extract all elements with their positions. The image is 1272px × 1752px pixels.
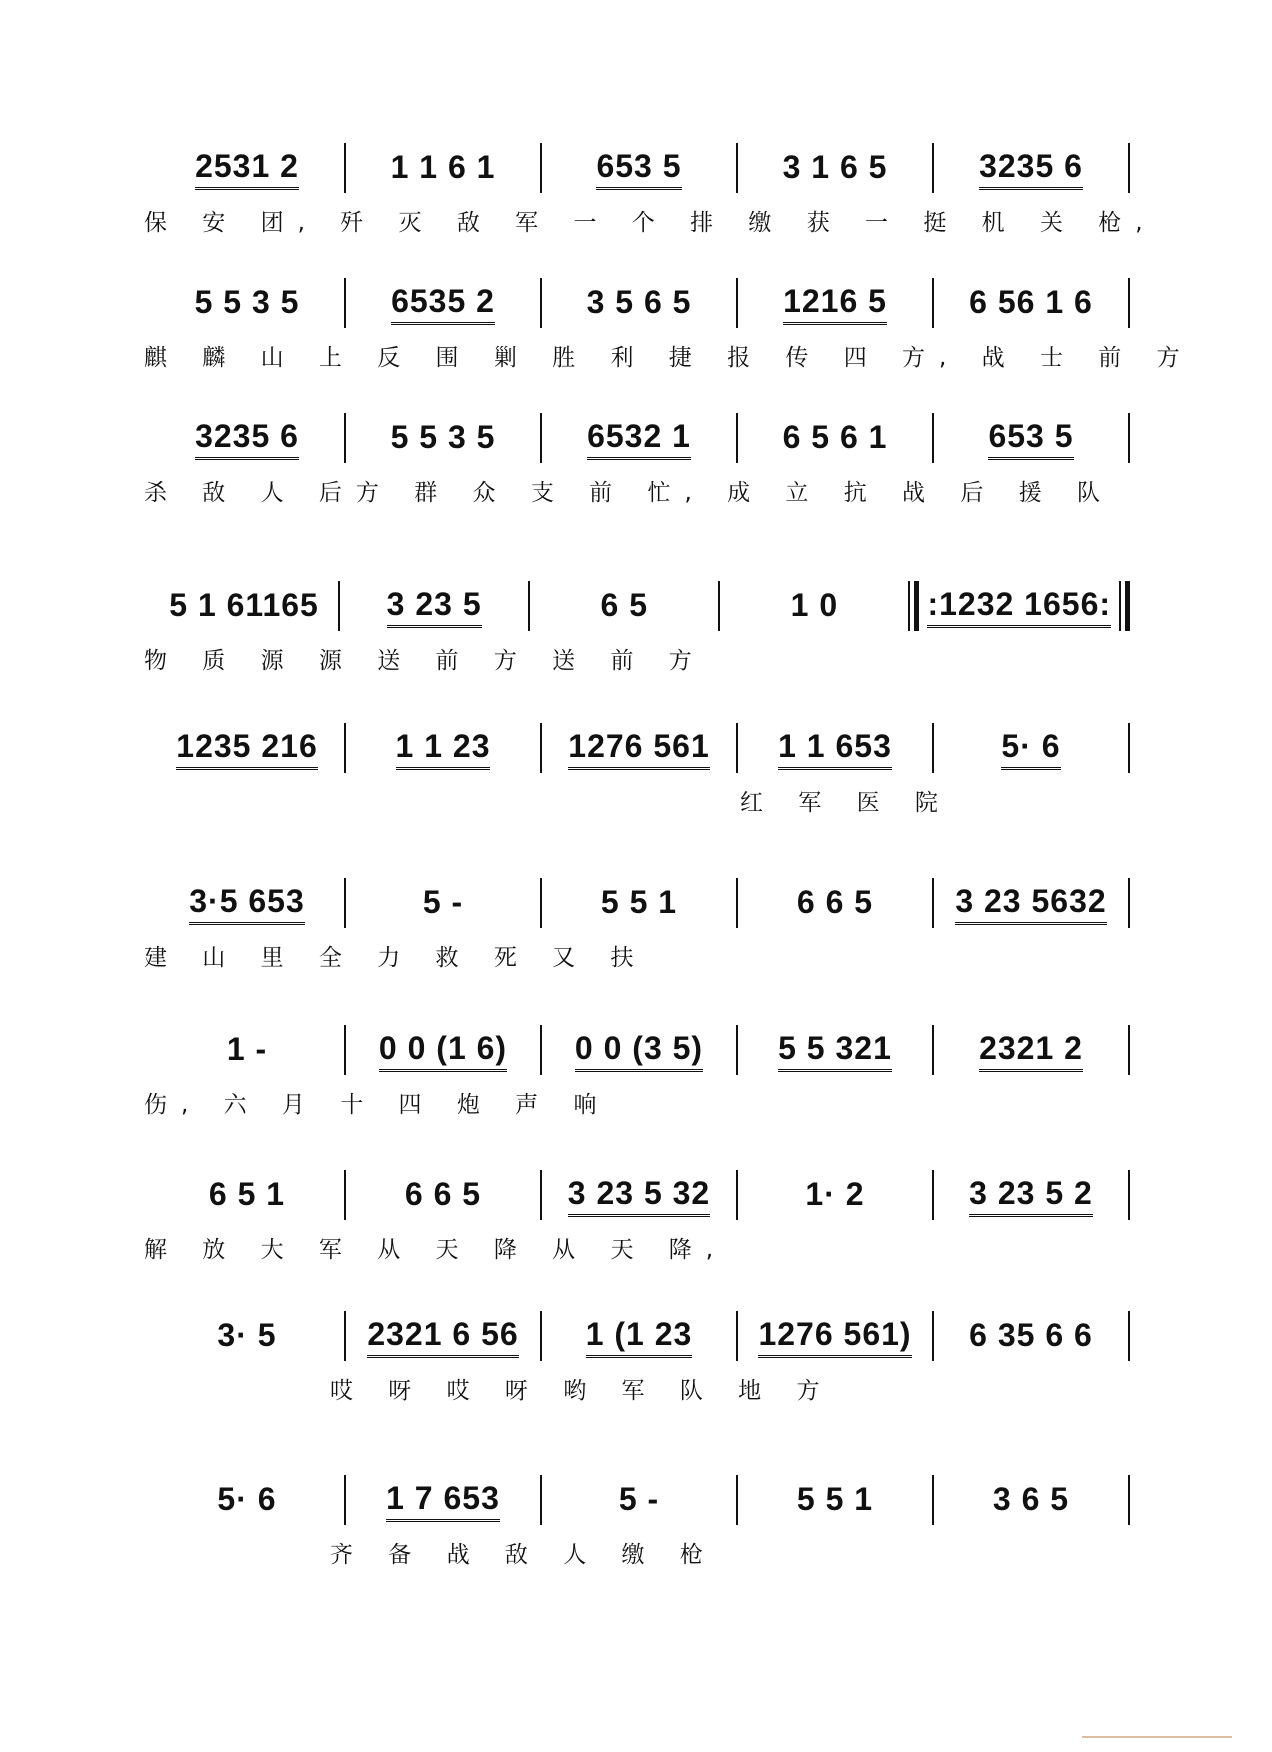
notation-row xyxy=(150,1308,1130,1364)
watermark-mark xyxy=(1082,1728,1232,1738)
notation-row xyxy=(150,275,1130,331)
measure xyxy=(738,275,932,331)
lyrics-line: 物 质 源 源 送 前 方 送 前 方 xyxy=(144,648,706,674)
note-group: 5 5 3 5 xyxy=(194,284,300,320)
note-group: 653 5 xyxy=(596,147,681,190)
measure xyxy=(150,578,338,634)
note-group: 3 23 5632 xyxy=(955,882,1106,925)
barline xyxy=(1128,1475,1130,1525)
note-group: 5 - xyxy=(422,884,464,920)
notation-row xyxy=(150,720,1130,776)
note-group: 6 56 1 6 xyxy=(969,284,1093,320)
measure xyxy=(919,578,1119,634)
note-group: 1 1 6 1 xyxy=(390,149,496,185)
note-group: 1 0 xyxy=(790,587,839,623)
measure xyxy=(542,1472,736,1528)
score-system xyxy=(144,875,1130,995)
measure xyxy=(150,410,344,466)
barline xyxy=(1128,413,1130,463)
note-group: 5· 6 xyxy=(217,1481,277,1517)
notation-row xyxy=(150,1022,1130,1078)
notation-row xyxy=(150,578,1130,634)
repeat-barline xyxy=(1119,581,1130,631)
note-group: 3 23 5 2 xyxy=(969,1174,1093,1217)
note-group: 6 6 5 xyxy=(404,1176,482,1212)
measure xyxy=(346,875,540,931)
measure xyxy=(150,275,344,331)
measure xyxy=(150,1022,344,1078)
note-group: 5 5 1 xyxy=(796,1481,874,1517)
note-group: 1276 561 xyxy=(568,727,709,770)
barline xyxy=(1128,278,1130,328)
measure xyxy=(346,1022,540,1078)
measure xyxy=(738,1472,932,1528)
note-group: 3 1 6 5 xyxy=(782,149,888,185)
score-system xyxy=(150,720,1130,840)
lyrics-line: 齐 备 战 敌 人 缴 枪 xyxy=(330,1542,717,1568)
lyrics-line: 麒 麟 山 上 反 围 剿 胜 利 捷 报 传 四 方, 战 士 前 方 xyxy=(144,345,1194,371)
measure xyxy=(542,1308,736,1364)
measure xyxy=(934,275,1128,331)
note-group: 6535 2 xyxy=(391,282,495,325)
measure xyxy=(934,720,1128,776)
note-group: 1 7 653 xyxy=(386,1479,500,1522)
measure xyxy=(346,275,540,331)
measure xyxy=(738,1167,932,1223)
note-group: 3·5 653 xyxy=(189,882,305,925)
note-group: 5 5 321 xyxy=(778,1029,892,1072)
note-group: 1216 5 xyxy=(783,282,887,325)
note-group: 1 - xyxy=(226,1031,268,1067)
measure xyxy=(542,1167,736,1223)
score-system xyxy=(144,275,1194,395)
measure xyxy=(934,1022,1128,1078)
measure xyxy=(934,1472,1128,1528)
barline xyxy=(1128,1025,1130,1075)
measure xyxy=(542,275,736,331)
measure xyxy=(346,1472,540,1528)
barline xyxy=(1128,878,1130,928)
measure xyxy=(934,1308,1128,1364)
measure xyxy=(738,1308,932,1364)
note-group: 3235 6 xyxy=(195,417,299,460)
note-group: 2531 2 xyxy=(195,147,299,190)
note-group: 653 5 xyxy=(988,417,1073,460)
note-group: 6 35 6 6 xyxy=(969,1317,1093,1353)
note-group: :1232 1656: xyxy=(927,585,1111,628)
measure xyxy=(542,1022,736,1078)
note-group: 5 5 3 5 xyxy=(390,419,496,455)
measure xyxy=(150,720,344,776)
measure xyxy=(720,578,908,634)
measure xyxy=(934,410,1128,466)
measure xyxy=(150,140,344,196)
measure xyxy=(934,875,1128,931)
note-group: 1276 561) xyxy=(758,1315,911,1358)
measure xyxy=(346,140,540,196)
measure xyxy=(738,875,932,931)
note-group: 6532 1 xyxy=(587,417,691,460)
notation-row xyxy=(150,140,1130,196)
note-group: 5 1 61165 xyxy=(169,587,319,623)
note-group: 0 0 (1 6) xyxy=(379,1029,507,1072)
measure xyxy=(738,140,932,196)
note-group: 1 1 653 xyxy=(778,727,892,770)
measure xyxy=(542,875,736,931)
note-group: 1· 2 xyxy=(805,1176,865,1212)
note-group: 1 1 23 xyxy=(396,727,491,770)
lyrics-line: 杀 敌 人 后方 群 众 支 前 忙, 成 立 抗 战 后 援 队 xyxy=(144,480,1114,506)
measure xyxy=(738,410,932,466)
barline xyxy=(1128,1170,1130,1220)
measure xyxy=(340,578,528,634)
measure xyxy=(150,875,344,931)
note-group: 5 - xyxy=(618,1481,660,1517)
note-group: 5· 6 xyxy=(1001,727,1060,770)
note-group: 3235 6 xyxy=(979,147,1083,190)
measure xyxy=(738,720,932,776)
lyrics-line: 哎 呀 哎 呀 哟 军 队 地 方 xyxy=(330,1378,834,1404)
measure xyxy=(150,1167,344,1223)
note-group: 3 23 5 32 xyxy=(568,1174,710,1217)
score-system xyxy=(144,410,1130,530)
measure xyxy=(542,140,736,196)
measure xyxy=(346,410,540,466)
measure xyxy=(738,1022,932,1078)
barline xyxy=(1128,143,1130,193)
measure xyxy=(150,1472,344,1528)
repeat-barline xyxy=(908,581,919,631)
note-group: 6 5 1 xyxy=(208,1176,286,1212)
note-group: 6 5 6 1 xyxy=(782,419,888,455)
note-group: 3 5 6 5 xyxy=(586,284,692,320)
lyrics-line: 保 安 团, 歼 灭 敌 军 一 个 排 缴 获 一 挺 机 关 枪, xyxy=(144,210,1157,236)
notation-row xyxy=(150,410,1130,466)
note-group: 1 (1 23 xyxy=(586,1315,693,1358)
note-group: 3 6 5 xyxy=(992,1481,1070,1517)
measure xyxy=(346,1167,540,1223)
note-group: 2321 2 xyxy=(979,1029,1083,1072)
measure xyxy=(530,578,718,634)
note-group: 5 5 1 xyxy=(600,884,678,920)
notation-row xyxy=(150,1167,1130,1223)
measure xyxy=(934,140,1128,196)
measure xyxy=(346,1308,540,1364)
lyrics-line: 解 放 大 军 从 天 降 从 天 降, xyxy=(144,1237,728,1263)
score-system xyxy=(144,140,1157,260)
notation-row xyxy=(150,875,1130,931)
score-system xyxy=(144,1022,1130,1142)
barline xyxy=(1128,723,1130,773)
score-system xyxy=(150,1308,1130,1428)
score-system xyxy=(144,578,1130,698)
measure xyxy=(346,720,540,776)
note-group: 3 23 5 xyxy=(387,585,482,628)
measure xyxy=(542,410,736,466)
note-group: 0 0 (3 5) xyxy=(575,1029,703,1072)
score-system xyxy=(150,1472,1130,1592)
note-group: 6 6 5 xyxy=(796,884,874,920)
notation-row xyxy=(150,1472,1130,1528)
measure xyxy=(150,1308,344,1364)
barline xyxy=(1128,1311,1130,1361)
lyrics-line: 伤, 六 月 十 四 炮 声 响 xyxy=(144,1092,611,1118)
lyrics-line: 红 军 医 院 xyxy=(740,790,952,816)
measure xyxy=(934,1167,1128,1223)
lyrics-line: 建 山 里 全 力 救 死 又 扶 xyxy=(144,945,648,971)
measure xyxy=(542,720,736,776)
note-group: 2321 6 56 xyxy=(367,1315,518,1358)
note-group: 1235 216 xyxy=(176,727,317,770)
note-group: 3· 5 xyxy=(217,1317,277,1353)
score-system xyxy=(144,1167,1130,1287)
note-group: 6 5 xyxy=(600,587,649,623)
